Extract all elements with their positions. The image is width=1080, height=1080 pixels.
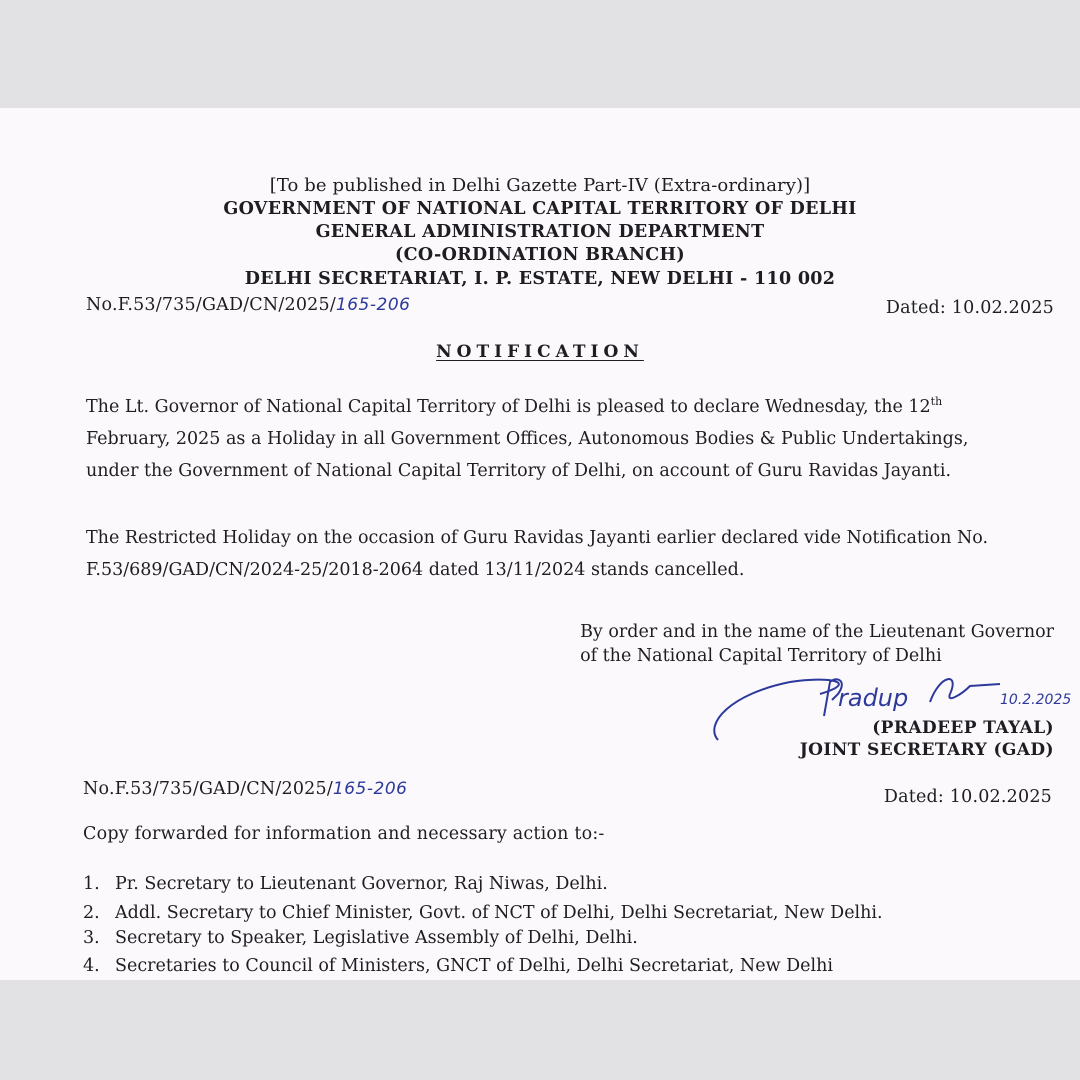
reference-number-copy (83, 779, 407, 799)
gazette-note: [To be published in Delhi Gazette Part-IV (Extra-ordinary)] (269, 175, 811, 196)
paragraph-restricted-holiday (86, 522, 1056, 586)
para1-line2: February, 2025 as a Holiday in all Government Offices, Autonomous Bodies & Public Undertakings, (86, 428, 969, 449)
paragraph-holiday-declaration (86, 386, 1056, 487)
para1-line3: under the Government of National Capital Territory of Delhi, on account of Guru Ravidas Jayanti. (86, 460, 952, 481)
order-statement (580, 620, 1054, 668)
para1-line1: The Lt. Governor of National Capital Territory of Delhi is pleased to declare Wednesday, the 12th (86, 395, 943, 417)
handwritten-number-copy: 165-206 (332, 779, 408, 799)
signatory-name: (PRADEEP TAYAL) (872, 718, 1054, 738)
signatory-designation: JOINT SECRETARY (GAD) (799, 740, 1054, 760)
para2-line2: F.53/689/GAD/CN/2024-25/2018-2064 dated 13/11/2024 stands cancelled. (86, 560, 745, 580)
list-item: 2. Addl. Secretary to Chief Minister, Govt. of NCT of Delhi, Delhi Secretariat, New Delhi. (83, 903, 883, 923)
para2-line1: The Restricted Holiday on the occasion of Guru Ravidas Jayanti earlier declared vide Notification No. (86, 528, 989, 548)
file-number-copy: No.F.53/735/GAD/CN/2025/ (83, 779, 333, 799)
file-number: No.F.53/735/GAD/CN/2025/ (86, 295, 336, 315)
header-line-government: GOVERNMENT OF NATIONAL CAPITAL TERRITORY OF DELHI (223, 199, 857, 219)
dated-copy: Dated: 10.02.2025 (883, 787, 1052, 807)
header-line-department: GENERAL ADMINISTRATION DEPARTMENT (315, 222, 765, 242)
header-line-address: DELHI SECRETARIAT, I. P. ESTATE, NEW DELHI - 110 002 (244, 269, 836, 289)
header-line-branch: (CO-ORDINATION BRANCH) (395, 245, 685, 265)
notification-title: NOTIFICATION (436, 342, 644, 362)
list-item: 4. Secretaries to Council of Ministers, GNCT of Delhi, Delhi Secretariat, New Delhi (83, 956, 833, 976)
list-item: 1. Pr. Secretary to Lieutenant Governor, Raj Niwas, Delhi. (83, 874, 608, 894)
handwritten-number: 165-206 (335, 295, 411, 315)
order-line2: of the National Capital Territory of Delhi (580, 646, 942, 666)
order-line1: By order and in the name of the Lieutenant Governor (580, 622, 1054, 642)
signature-date: 10.2.2025 (1000, 692, 1072, 708)
list-item: 3. Secretary to Speaker, Legislative Assembly of Delhi, Delhi. (83, 928, 638, 948)
dated: Dated: 10.02.2025 (885, 298, 1054, 318)
svg-text:radup: radup (838, 684, 909, 712)
document-page (0, 108, 1080, 980)
reference-number (86, 295, 410, 315)
copy-forwarded-intro: Copy forwarded for information and necessary action to:- (83, 824, 605, 844)
